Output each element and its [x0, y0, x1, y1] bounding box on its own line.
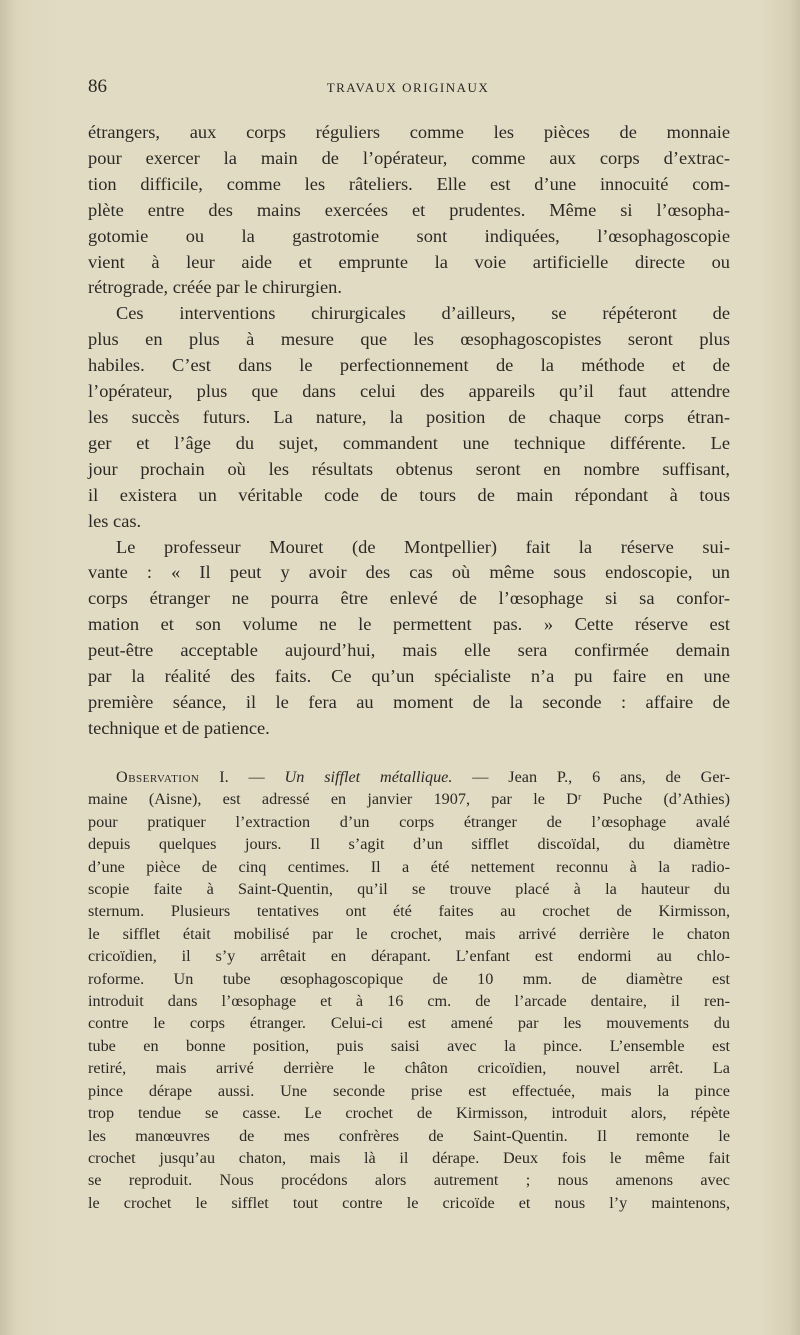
- text-line: retiré, mais arrivé derrière le châton cricoïdien, nouvel arrêt. La: [88, 1059, 730, 1078]
- text-line: vante : « Il peut y avoir des cas où même sous endoscopie, un: [88, 562, 730, 583]
- paragraph-3: [88, 535, 730, 742]
- text-line: les cas.: [88, 510, 142, 531]
- text-line: l’opérateur, plus que dans celui des appareils qu’il faut attendre: [88, 381, 730, 402]
- text-line: pour exercer la main de l’opérateur, comme aux corps d’extrac-: [88, 147, 730, 168]
- text-line: technique et de patience.: [88, 717, 270, 738]
- paragraph-1: [88, 120, 730, 301]
- text-line: sternum. Plusieurs tentatives ont été faites au crochet de Kirmisson,: [88, 902, 730, 921]
- text-line: ger et l’âge du sujet, commandent une technique différente. Le: [88, 432, 730, 453]
- text-line: étrangers, aux corps réguliers comme les pièces de monnaie: [88, 122, 730, 142]
- observation-label: Observation: [116, 768, 200, 786]
- text-line: peut-être acceptable aujourd’hui, mais elle sera confirmée demain: [88, 640, 730, 661]
- text-line: d’une pièce de cinq centimes. Il a été nettement reconnu à la radio-: [88, 857, 730, 876]
- text-line: roforme. Un tube œsophagoscopique de 10 mm. de diamètre est: [88, 969, 730, 988]
- main-text: [88, 120, 730, 742]
- text-line: rétrograde, créée par le chirurgien.: [88, 277, 342, 298]
- observation-heading-line: [88, 766, 730, 788]
- observation-number: I. —: [219, 768, 265, 786]
- running-title: TRAVAUX ORIGINAUX: [326, 80, 490, 95]
- text-line: par la réalité des faits. Ce qu’un spécialiste n’a pu faire en une: [88, 666, 730, 687]
- text-line: jour prochain où les résultats obtenus seront en nombre suffisant,: [88, 458, 730, 479]
- text-line: plus en plus à mesure que les œsophagoscopistes seront plus: [88, 329, 730, 350]
- text-line: les succès futurs. La nature, la position de chaque corps étran-: [88, 406, 730, 427]
- text-line: corps étranger ne pourra être enlevé de l’œsophage si sa confor-: [88, 588, 730, 609]
- observation-title: Un sifflet métallique.: [284, 768, 453, 786]
- paragraph-2: [88, 301, 730, 534]
- text-line: première séance, il le fera au moment de la seconde : affaire de: [88, 691, 730, 712]
- page-header: [88, 76, 728, 102]
- text-line: scopie faite à Saint-Quentin, qu’il se trouve placé à la hauteur du: [88, 880, 730, 899]
- text-line: contre le corps étranger. Celui-ci est amené par les mouvements du: [88, 1014, 730, 1033]
- text-line: Le professeur Mouret (de Montpellier) fait la réserve sui-: [116, 536, 730, 557]
- text-line: habiles. C’est dans le perfectionnement de la méthode et de: [88, 355, 730, 376]
- text-line: plète entre des mains exercées et prudentes. Même si l’œsopha-: [88, 199, 730, 220]
- text-line: crochet jusqu’au chaton, mais là il dérape. Deux fois le même fait: [88, 1148, 730, 1167]
- text-line: depuis quelques jours. Il s’agit d’un sifflet discoïdal, du diamètre: [88, 835, 730, 854]
- text-line: le crochet le sifflet tout contre le cricoïde et nous l’y maintenons,: [88, 1193, 730, 1212]
- text-line: les manœuvres de mes confrères de Saint-Quentin. Il remonte le: [88, 1126, 730, 1145]
- observation-block: [88, 766, 730, 1214]
- text-line: mation et son volume ne le permettent pas. » Cette réserve est: [88, 614, 730, 635]
- text-line: pince dérape aussi. Une seconde prise est effectuée, mais la pince: [88, 1081, 730, 1100]
- text-line: le sifflet était mobilisé par le crochet, mais arrivé derrière le chaton: [88, 924, 730, 943]
- text-line: il existera un véritable code de tours de main répondant à tous: [88, 484, 730, 505]
- text-line: tion difficile, comme les râteliers. Elle est d’une innocuité com-: [88, 173, 730, 194]
- text-line: Ces interventions chirurgicales d’ailleurs, se répéteront de: [116, 303, 730, 324]
- text-line: tube en bonne position, puis saisi avec la pince. L’ensemble est: [88, 1036, 730, 1055]
- text-line: gotomie ou la gastrotomie sont indiquées, l’œsophagoscopie: [88, 225, 730, 246]
- text-line: vient à leur aide et emprunte la voie artificielle directe ou: [88, 251, 730, 272]
- text-line: introduit dans l’œsophage et à 16 cm. de l’arcade dentaire, il ren-: [88, 992, 730, 1011]
- observation-first-line: — Jean P., 6 ans, de Ger-: [472, 768, 730, 786]
- text-line: pour pratiquer l’extraction d’un corps étranger de l’œsophage avalé: [88, 812, 730, 831]
- text-line: cricoïdien, il s’y arrêtait en dérapant. L’enfant est endormi au chlo-: [88, 947, 730, 966]
- text-line: trop tendue se casse. Le crochet de Kirmisson, introduit alors, répète: [88, 1104, 730, 1123]
- text-line: maine (Aisne), est adressé en janvier 1907, par le Dʳ Puche (d’Athies): [88, 790, 730, 809]
- page-number: 86: [88, 76, 107, 97]
- text-line: se reproduit. Nous procédons alors autrement ; nous amenons avec: [88, 1171, 730, 1190]
